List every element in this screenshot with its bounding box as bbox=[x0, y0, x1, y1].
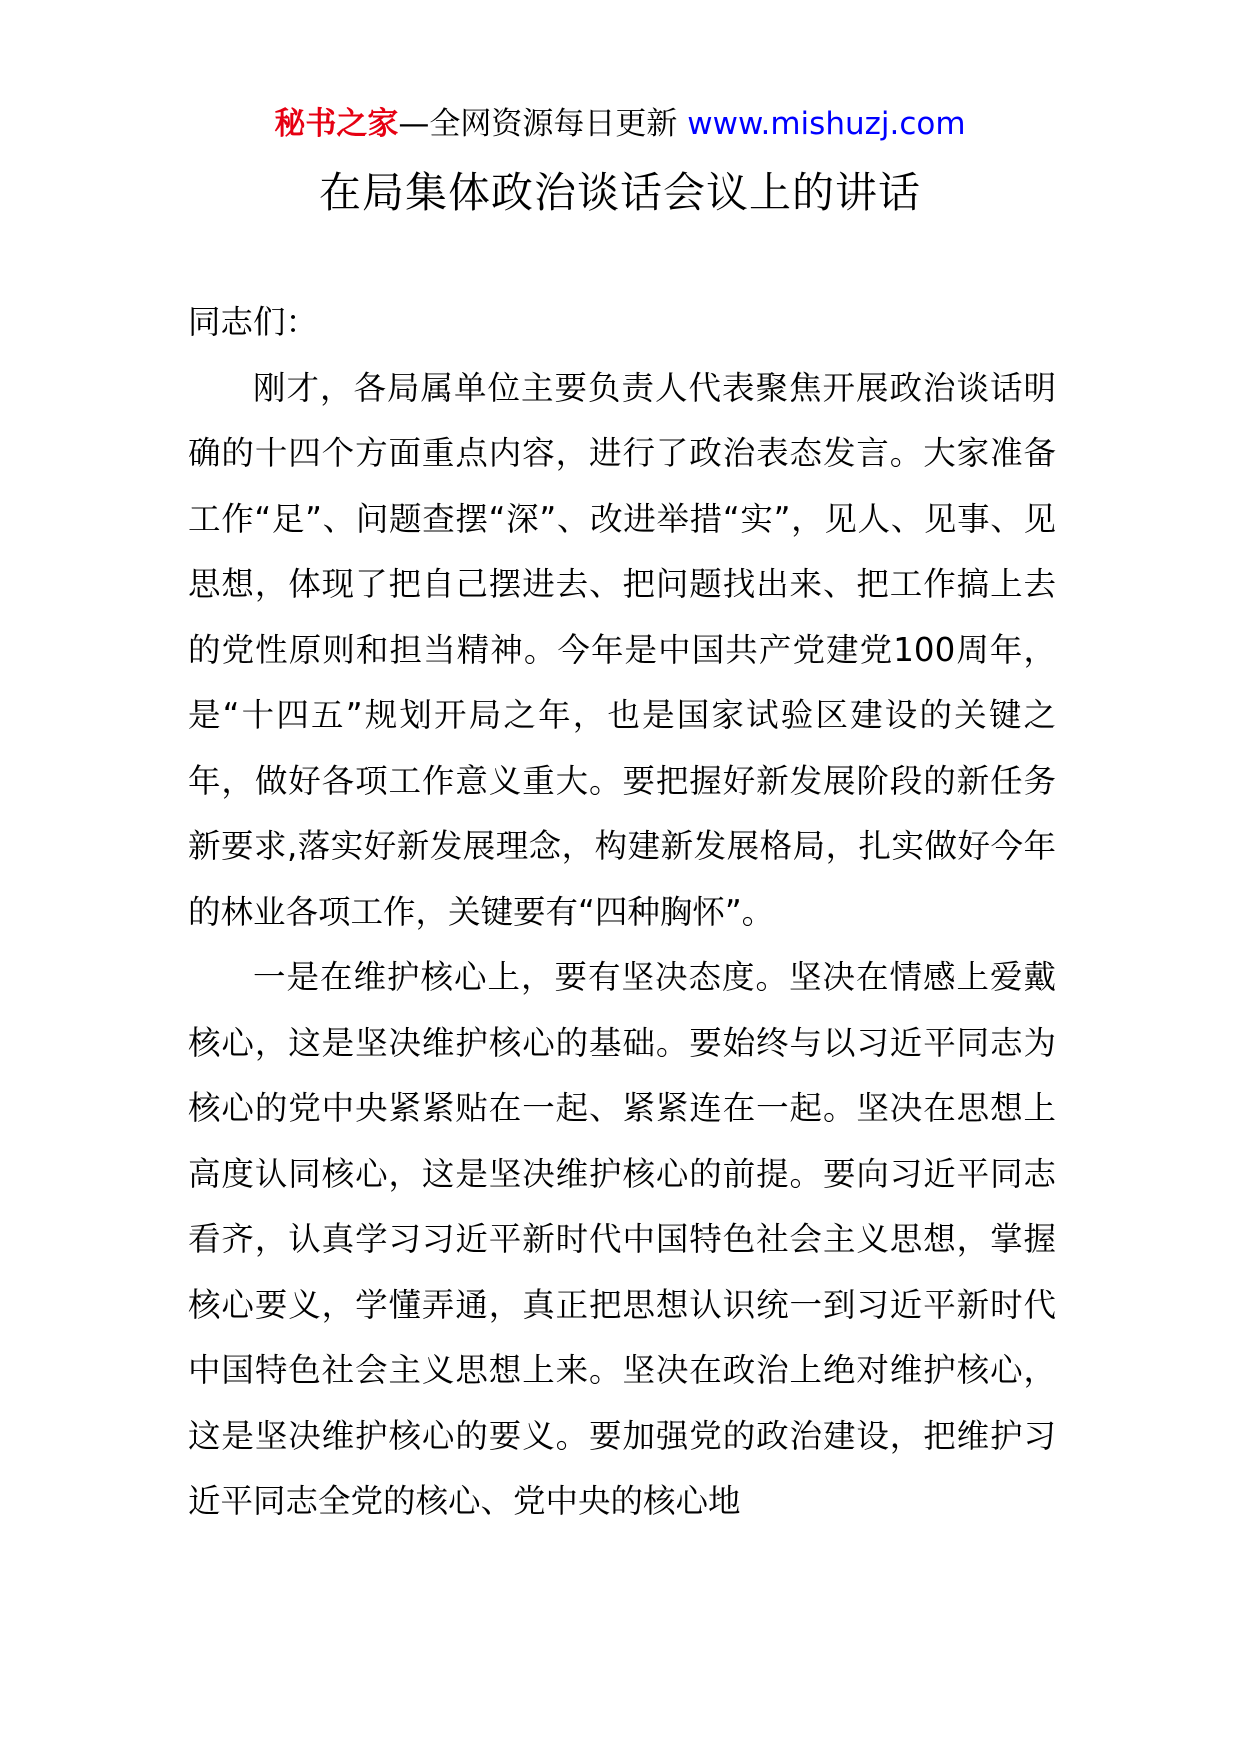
site-url-link[interactable]: www.mishuzj.com bbox=[687, 106, 966, 142]
document-body bbox=[188, 290, 1056, 1535]
site-header bbox=[0, 102, 1240, 146]
brand-name: 秘书之家 bbox=[274, 106, 399, 142]
document-title: 在局集体政治谈话会议上的讲话 bbox=[318, 168, 921, 217]
salutation: 同志们： bbox=[188, 303, 319, 341]
body-paragraph: 刚才，各局属单位主要负责人代表聚焦开展政治谈话明确的十四个方面重点内容，进行了政治表态发言。大家准备工作“足”、问题查摆“深”、改进举措“实”，见人、见事、见思想，体现了把自己摆进去、把问题找出来、把工作搞上去的党性原则和担当精神。今年是中国共产党建党100周年，是“十四五”规划开局之年，也是国家试验区建设的关键之年，做好各项工作意义重大。要把握好新发展阶段的新任务新要求,落实好新发展理念，构建新发展格局，扎实做好今年的林业各项工作，关键要有“四种胸怀”。 bbox=[188, 368, 1056, 931]
site-tagline: —全网资源每日更新 bbox=[398, 106, 678, 142]
body-paragraph: 一是在维护核心上，要有坚决态度。坚决在情感上爱戴核心，这是坚决维护核心的基础。要始终与以习近平同志为核心的党中央紧紧贴在一起、紧紧连在一起。坚决在思想上高度认同核心，这是坚决维护核心的前提。要向习近平同志看齐，认真学习习近平新时代中国特色社会主义思想，掌握核心要义，学懂弄通，真正把思想认识统一到习近平新时代中国特色社会主义思想上来。坚决在政治上绝对维护核心，这是坚决维护核心的要义。要加强党的政治建设，把维护习近平同志全党的核心、党中央的核心地 bbox=[188, 958, 1056, 1520]
